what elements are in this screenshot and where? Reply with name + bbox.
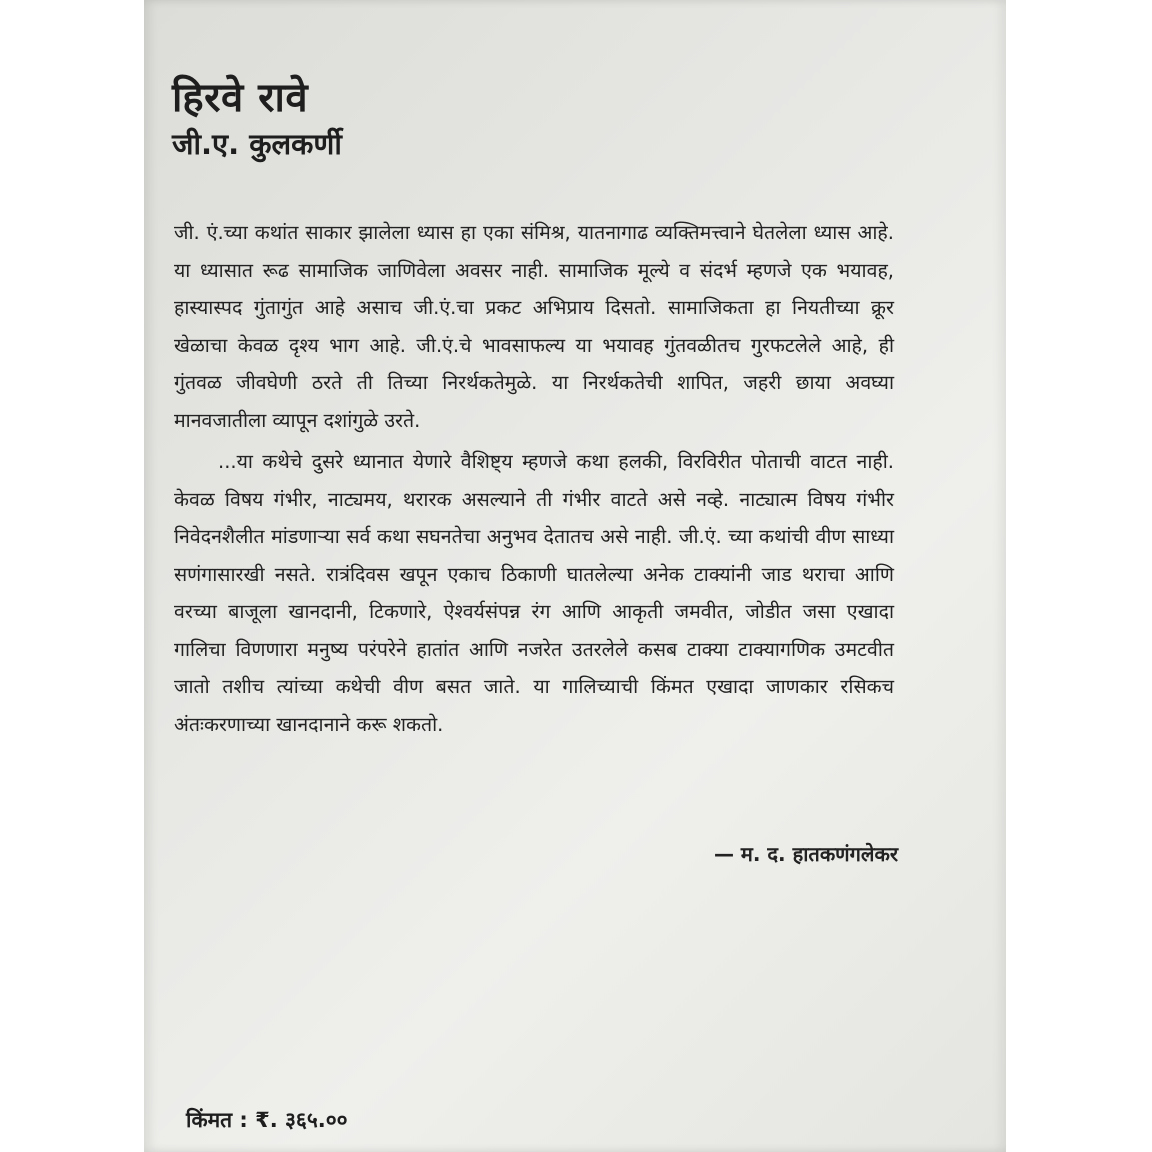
book-author: जी.ए. कुलकर्णी <box>172 127 342 161</box>
book-back-cover <box>144 0 1006 1152</box>
blurb-paragraph-2: ...या कथेचे दुसरे ध्यानात येणारे वैशिष्ट्य म्हणजे कथा हलकी, विरविरीत पोताची वाटत नाही. केवळ विषय गंभीर, नाट्यमय, थरारक असल्याने ती गंभीर वाटते असे नव्हे. नाट्यात्म विषय गंभीर निवेदनशैलीत मांडणाऱ्या सर्व कथा सघनतेचा अनुभव देतातच असे नाही. जी.एं. च्या कथांची वीण साध्या सणंगासारखी नसते. रात्रंदिवस खपून एकाच ठिकाणी घातलेल्या अनेक टाक्यांनी जाड थराचा आणि वरच्या बाजूला खानदानी, टिकणारे, ऐश्वर्यसंपन्न रंग आणि आकृती जमवीत, जोडीत जसा एखादा गालिचा विणणारा मनुष्य परंपरेने हातांत आणि नजरेत उतरलेले कसब टाक्या टाक्यागणिक उमटवीत जातो तशीच त्यांच्या कथेची वीण बसत जाते. या गालिच्याची किंमत एखादा जाणकार रसिकच अंतःकरणाच्या खानदानाने करू शकतो. <box>174 450 894 736</box>
review-attribution: — म. द. हातकणंगलेकर <box>713 842 898 866</box>
blurb-text <box>174 214 894 743</box>
price-label: किंमत : ₹. ३६५.०० <box>186 1108 348 1132</box>
right-background <box>1006 0 1152 1152</box>
book-title: हिरवे रावे <box>172 75 309 121</box>
blurb-paragraph-1: जी. एं.च्या कथांत साकार झालेला ध्यास हा एका संमिश्र, यातनागाढ व्यक्तिमत्त्वाने घेतलेला ध्यास आहे. या ध्यासात रूढ सामाजिक जाणिवेला अवसर नाही. सामाजिक मूल्ये व संदर्भ म्हणजे एक भयावह, हास्यास्पद गुंतागुंत आहे असाच जी.एं.चा प्रकट अभिप्राय दिसतो. सामाजिकता हा नियतीच्या क्रूर खेळाचा केवळ दृश्य भाग आहे. जी.एं.चे भावसाफल्य या भयावह गुंतवळीतच गुरफटलेले आहे, ही गुंतवळ जीवघेणी ठरते ती तिच्या निरर्थकतेमुळे. या निरर्थकतेची शापित, जहरी छाया अवघ्या मानवजातीला व्यापून दशांगुळे उरते. <box>174 221 894 432</box>
left-background <box>0 0 144 1152</box>
